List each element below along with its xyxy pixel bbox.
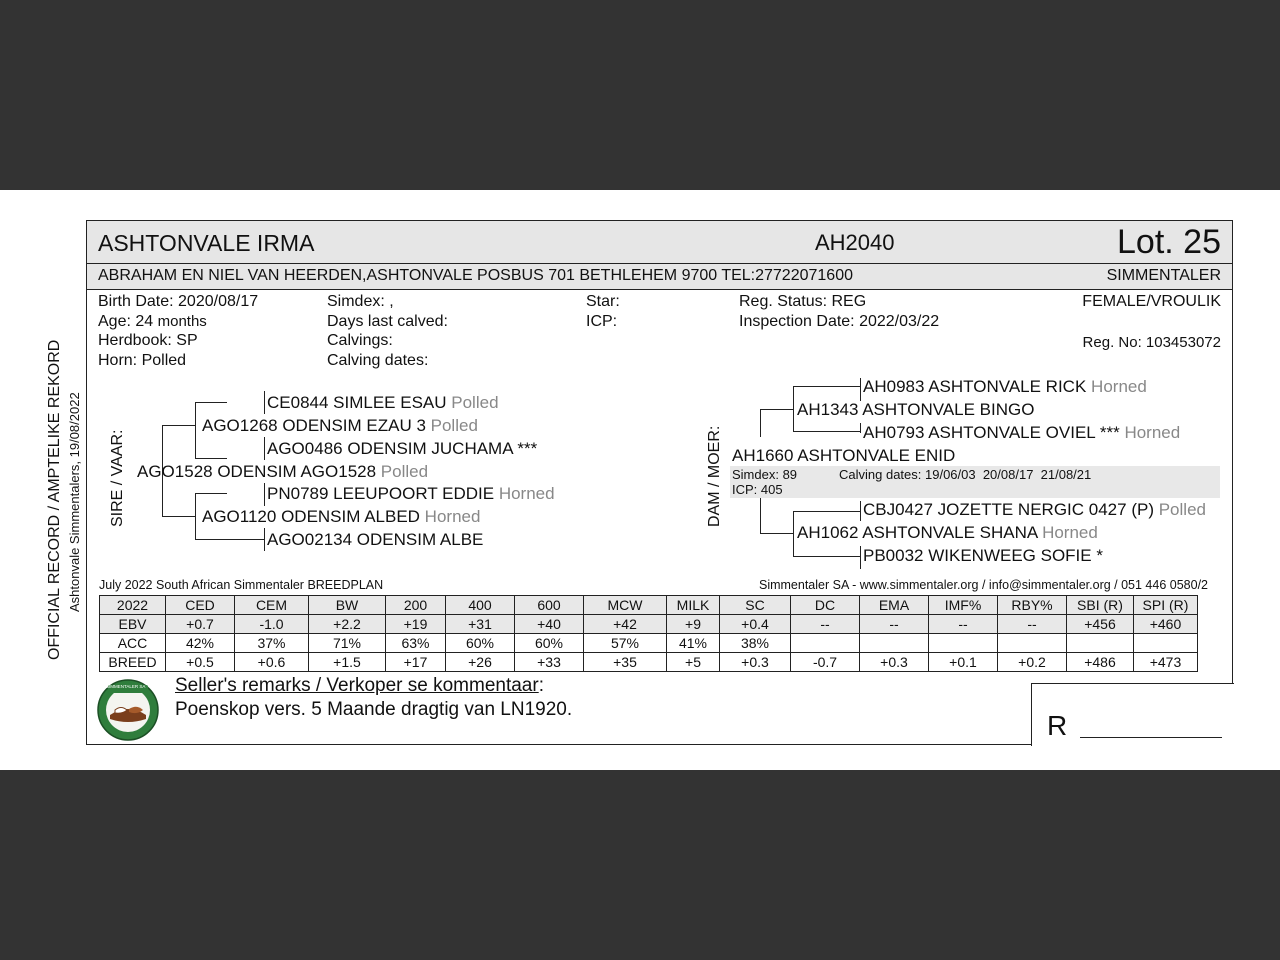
owner-details: ABRAHAM EN NIEL VAN HEERDEN,ASHTONVALE POSBUS 701 BETHLEHEM 9700 TEL:27722071600 bbox=[98, 267, 853, 284]
acc-row bbox=[100, 634, 1198, 653]
sire-sire: AGO1268 ODENSIM EZAU 3 Polled bbox=[202, 416, 478, 435]
ebv-header: DC bbox=[791, 596, 860, 615]
remarks-text: Poenskop vers. 5 Maande dragtig van LN1920. bbox=[175, 699, 573, 720]
breed-cell: +0.3 bbox=[720, 653, 791, 672]
ebv-table bbox=[99, 595, 1198, 672]
ebv-header: BW bbox=[309, 596, 386, 615]
logo-text: SIMMENTALER SA bbox=[106, 684, 146, 689]
dam-details-box bbox=[730, 466, 1220, 498]
ebv-cell: +0.7 bbox=[166, 615, 235, 634]
lot-number: Lot. 25 bbox=[1117, 223, 1221, 261]
icp: ICP: bbox=[586, 313, 618, 330]
ebv-cell: +2.2 bbox=[309, 615, 386, 634]
ebv-cell: +31 bbox=[446, 615, 515, 634]
ebv-header-row bbox=[100, 596, 1198, 615]
star: Star: bbox=[586, 293, 620, 310]
remarks-title: Seller's remarks / Verkoper se kommentaar: bbox=[175, 675, 544, 696]
acc-cell: 42% bbox=[166, 634, 235, 653]
card-header bbox=[87, 221, 1232, 264]
animal-name: ASHTONVALE IRMA bbox=[98, 230, 315, 256]
acc-cell: 60% bbox=[446, 634, 515, 653]
reg-number: Reg. No: 103453072 bbox=[1082, 334, 1221, 351]
dam-dam-dam: PB0032 WIKENWEEG SOFIE * bbox=[863, 546, 1103, 565]
breed-cell: +0.2 bbox=[998, 653, 1067, 672]
breed-cell: +35 bbox=[584, 653, 667, 672]
breed-row bbox=[100, 653, 1198, 672]
sire-dam: AGO1120 ODENSIM ALBED Horned bbox=[202, 507, 481, 526]
breed-cell: +486 bbox=[1067, 653, 1134, 672]
ebv-cell: +9 bbox=[667, 615, 720, 634]
dam-label: DAM / MOER: bbox=[706, 425, 723, 527]
acc-cell: 37% bbox=[235, 634, 309, 653]
ebv-header: MILK bbox=[667, 596, 720, 615]
sire-sire-dam: AGO0486 ODENSIM JUCHAMA *** bbox=[267, 439, 538, 458]
days-last-calved: Days last calved: bbox=[327, 313, 448, 330]
age: Age: 24 months bbox=[98, 313, 207, 330]
ebv-header: MCW bbox=[584, 596, 667, 615]
dam-calving-dates: Calving dates: 19/06/03 20/08/17 21/08/21 bbox=[839, 467, 1092, 482]
dam-dam-sire: CBJ0427 JOZETTE NERGIC 0427 (P) Polled bbox=[863, 500, 1206, 519]
breed-cell: +5 bbox=[667, 653, 720, 672]
ebv-header: CEM bbox=[235, 596, 309, 615]
simdex: Simdex: , bbox=[327, 293, 394, 310]
source-date-label: Ashtonvale Simmentalers, 19/08/2022 bbox=[67, 392, 82, 612]
ebv-header: RBY% bbox=[998, 596, 1067, 615]
acc-cell: 60% bbox=[515, 634, 584, 653]
ebv-header: 600 bbox=[515, 596, 584, 615]
ebv-cell: +0.4 bbox=[720, 615, 791, 634]
ebv-cell: +460 bbox=[1134, 615, 1198, 634]
sire-dam-sire: PN0789 LEEUPOORT EDDIE Horned bbox=[267, 484, 555, 503]
acc-cell: 57% bbox=[584, 634, 667, 653]
breed-cell: +0.1 bbox=[929, 653, 998, 672]
ebv-row bbox=[100, 615, 1198, 634]
sire-label: SIRE / VAAR: bbox=[109, 429, 126, 527]
ebv-cell: +19 bbox=[386, 615, 446, 634]
acc-cell bbox=[791, 634, 860, 653]
dam-dam: AH1062 ASHTONVALE SHANA Horned bbox=[797, 523, 1098, 542]
breed-cell: -0.7 bbox=[791, 653, 860, 672]
breedplan-title: July 2022 South African Simmentaler BREEDPLAN bbox=[99, 578, 384, 592]
herdbook: Herdbook: SP bbox=[98, 332, 198, 349]
breed-cell: +0.6 bbox=[235, 653, 309, 672]
dam-sire: AH1343 ASHTONVALE BINGO bbox=[797, 400, 1035, 419]
price-line[interactable] bbox=[1080, 737, 1222, 738]
reg-status: Reg. Status: REG bbox=[739, 293, 867, 310]
acc-cell bbox=[929, 634, 998, 653]
dam-sire-sire: AH0983 ASHTONVALE RICK Horned bbox=[863, 377, 1147, 396]
sire-main: AGO1528 ODENSIM AGO1528 Polled bbox=[137, 462, 429, 481]
horn-status: Horn: Polled bbox=[98, 352, 187, 369]
acc-cell: 38% bbox=[720, 634, 791, 653]
ebv-header: 400 bbox=[446, 596, 515, 615]
breed-cell: +1.5 bbox=[309, 653, 386, 672]
owner-bar bbox=[87, 264, 1232, 290]
ebv-cell: +40 bbox=[515, 615, 584, 634]
ebv-cell: +42 bbox=[584, 615, 667, 634]
dam-icp: ICP: 405 bbox=[732, 482, 783, 497]
acc-cell bbox=[1067, 634, 1134, 653]
ebv-header: 200 bbox=[386, 596, 446, 615]
ebv-header: IMF% bbox=[929, 596, 998, 615]
animal-id: AH2040 bbox=[815, 230, 895, 255]
breed-cell: +17 bbox=[386, 653, 446, 672]
breed-cell: +473 bbox=[1134, 653, 1198, 672]
dam-main: AH1660 ASHTONVALE ENID bbox=[732, 446, 956, 465]
breed-cell: +33 bbox=[515, 653, 584, 672]
breed-cell: BREED bbox=[100, 653, 166, 672]
breed-cell: +0.5 bbox=[166, 653, 235, 672]
ebv-cell: EBV bbox=[100, 615, 166, 634]
ebv-header: SPI (R) bbox=[1134, 596, 1198, 615]
ebv-cell: -- bbox=[929, 615, 998, 634]
price-box bbox=[1031, 683, 1234, 746]
ebv-header: SC bbox=[720, 596, 791, 615]
calving-dates: Calving dates: bbox=[327, 352, 429, 369]
ebv-header: CED bbox=[166, 596, 235, 615]
breedplan-contact: Simmentaler SA - www.simmentaler.org / info@simmentaler.org / 051 446 0580/2 bbox=[758, 578, 1208, 592]
ebv-cell: -- bbox=[791, 615, 860, 634]
dam-simdex: Simdex: 89 bbox=[732, 467, 798, 482]
acc-cell bbox=[860, 634, 929, 653]
official-record-label: OFFICIAL RECORD / AMPTELIKE REKORD bbox=[46, 339, 63, 660]
inspection-date: Inspection Date: 2022/03/22 bbox=[739, 313, 940, 330]
sire-sire-sire: CE0844 SIMLEE ESAU Polled bbox=[267, 393, 499, 412]
ebv-header: 2022 bbox=[100, 596, 166, 615]
sire-dam-dam: AGO02134 ODENSIM ALBE bbox=[267, 530, 484, 549]
age-unit: months bbox=[157, 313, 207, 330]
ebv-cell: -1.0 bbox=[235, 615, 309, 634]
calvings: Calvings: bbox=[327, 332, 393, 349]
breed-cell: +0.3 bbox=[860, 653, 929, 672]
acc-cell: 63% bbox=[386, 634, 446, 653]
ebv-cell: -- bbox=[998, 615, 1067, 634]
birth-date: Birth Date: 2020/08/17 bbox=[98, 293, 259, 310]
ebv-cell: +456 bbox=[1067, 615, 1134, 634]
acc-cell: 41% bbox=[667, 634, 720, 653]
breed-label: SIMMENTALER bbox=[1106, 267, 1221, 284]
sex: FEMALE/VROULIK bbox=[1082, 293, 1221, 310]
ebv-header: EMA bbox=[860, 596, 929, 615]
acc-cell: 71% bbox=[309, 634, 386, 653]
price-symbol: R bbox=[1047, 710, 1068, 741]
acc-cell bbox=[998, 634, 1067, 653]
acc-cell: ACC bbox=[100, 634, 166, 653]
dam-sire-dam: AH0793 ASHTONVALE OVIEL *** Horned bbox=[863, 423, 1181, 442]
breed-cell: +26 bbox=[446, 653, 515, 672]
acc-cell bbox=[1134, 634, 1198, 653]
animal-card bbox=[86, 220, 1233, 745]
ebv-cell: -- bbox=[860, 615, 929, 634]
ebv-header: SBI (R) bbox=[1067, 596, 1134, 615]
record-sheet bbox=[0, 190, 1280, 770]
